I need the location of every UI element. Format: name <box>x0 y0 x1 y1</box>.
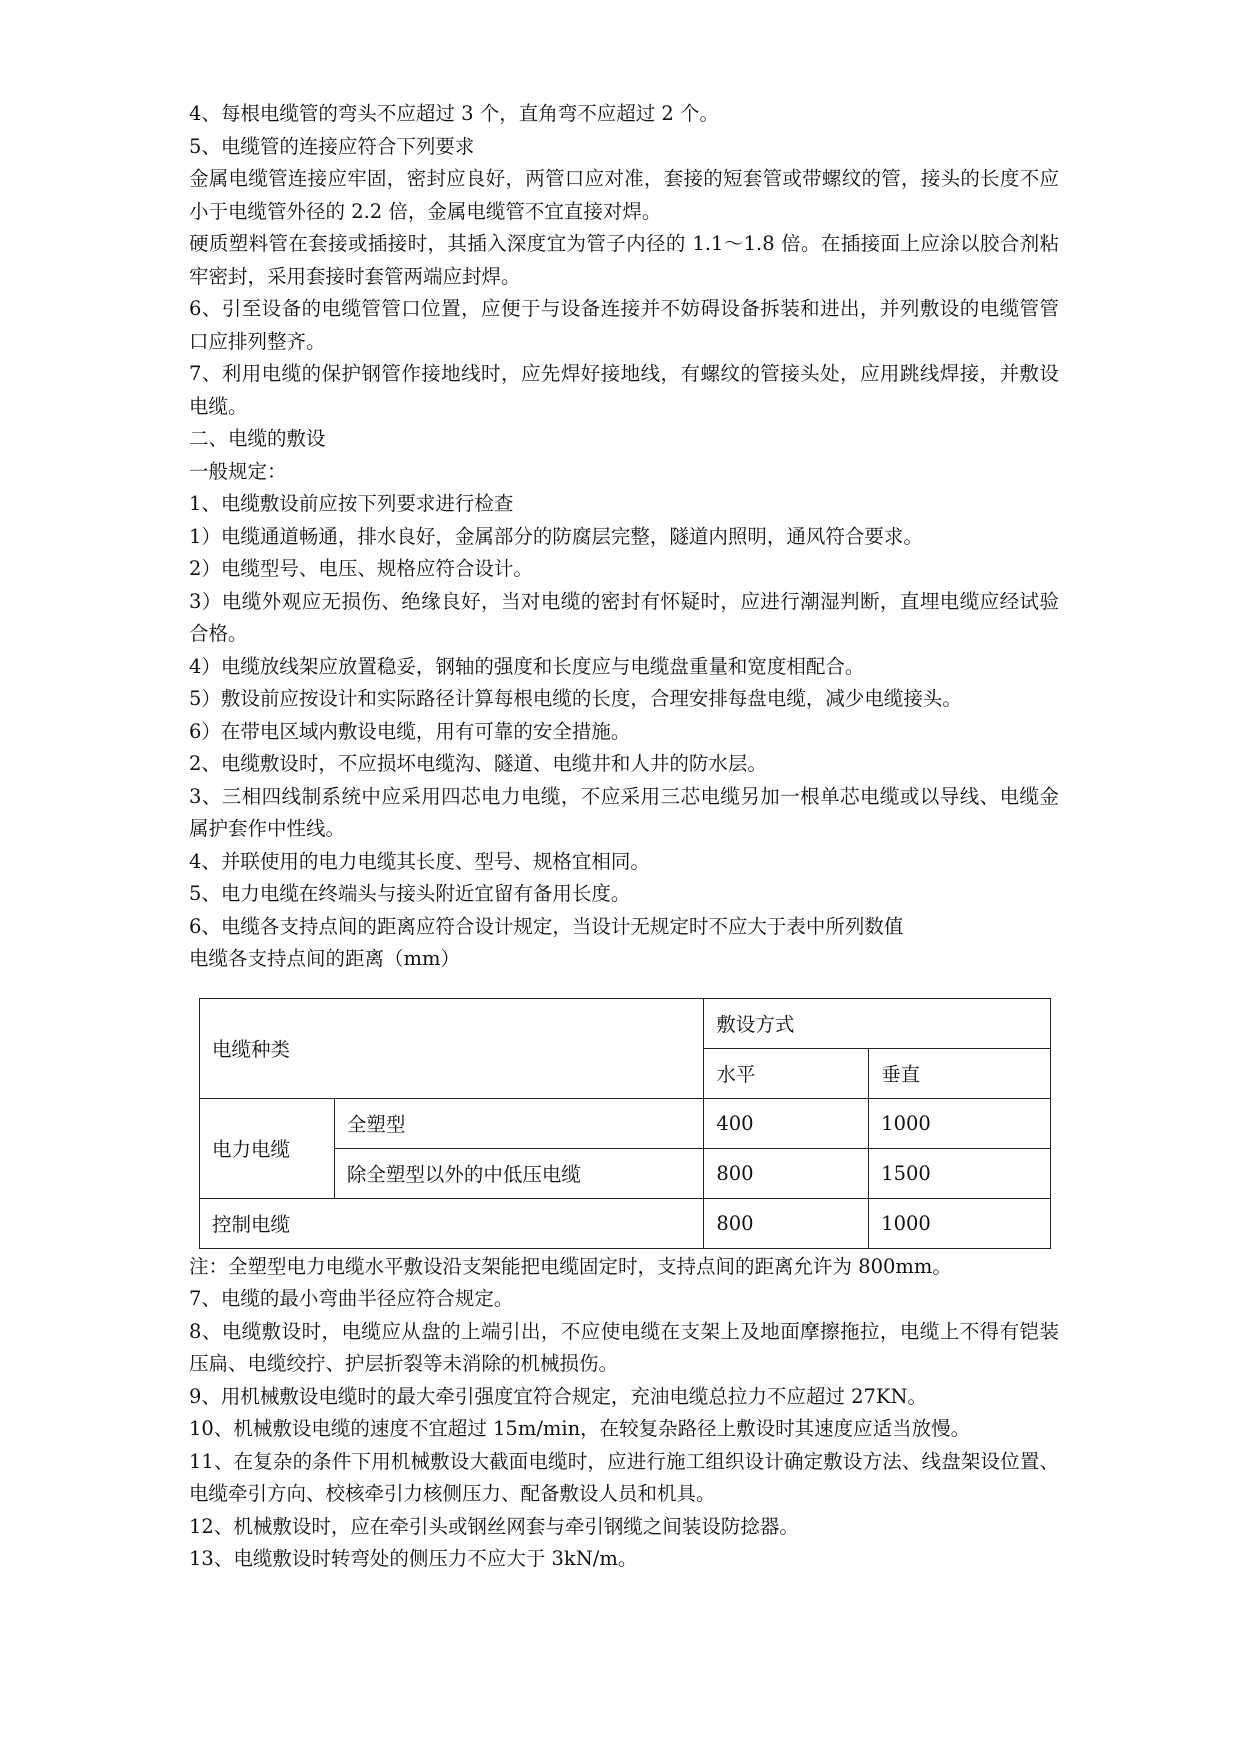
header-laying-method: 敷设方式 <box>704 998 1051 1048</box>
check-item: 2）电缆型号、电压、规格应符合设计。 <box>189 557 533 580</box>
header-cable-type: 电缆种类 <box>200 998 704 1098</box>
list-item: 8、电缆敷设时，电缆应从盘的上端引出，不应使电缆在支架上及地面摩擦拖拉，电缆上不得有铠装压扁、电缆绞拧、护层折裂等未消除的机械损伤。 <box>189 1319 1059 1375</box>
check-item: 1）电缆通道畅通，排水良好，金属部分的防腐层完整，隧道内照明，通风符合要求。 <box>189 524 923 548</box>
check-item: 4）电缆放线架应放置稳妥，钢轴的强度和长度应与电缆盘重量和宽度相配合。 <box>189 654 865 678</box>
list-item: 5、电力电缆在终端头与接头附近宜留有备用长度。 <box>189 882 631 905</box>
list-item: 13、电缆敷设时转弯处的侧压力不应大于 3kN/m。 <box>189 1547 638 1570</box>
cell-horizontal: 800 <box>704 1148 869 1198</box>
list-item: 4、并联使用的电力电缆其长度、型号、规格宜相同。 <box>189 849 650 873</box>
list-item: 3、三相四线制系统中应采用四芯电力电缆，不应采用三芯电缆另加一根单芯电缆或以导线、电缆金属护套作中性线。 <box>189 784 1059 840</box>
list-item: 7、电缆的最小弯曲半径应符合规定。 <box>189 1287 514 1310</box>
document-page <box>189 98 1059 1576</box>
cell-control-cable: 控制电缆 <box>200 1198 704 1248</box>
table-note: 注：全塑型电力电缆水平敷设沿支架能把电缆固定时，支持点间的距离允许为 800mm。 <box>189 1254 952 1278</box>
section-title: 二、电缆的敷设 <box>189 427 326 450</box>
paragraph: 6、引至设备的电缆管管口位置，应便于与设备连接并不妨碍设备拆装和进出，并列敷设的电缆管管口应排列整齐。 <box>189 297 1059 353</box>
list-item: 10、机械敷设电缆的速度不宜超过 15m/min，在较复杂路径上敷设时其速度应适当放慢。 <box>189 1417 971 1440</box>
cell-horizontal: 800 <box>704 1198 869 1248</box>
check-item: 3）电缆外观应无损伤、绝缘良好，当对电缆的密封有怀疑时，应进行潮湿判断，直埋电缆应经试验合格。 <box>189 589 1059 645</box>
table-row <box>200 998 1051 1048</box>
list-item: 11、在复杂的条件下用机械敷设大截面电缆时，应进行施工组织设计确定敷设方法、线盘架设位置、电缆牵引方向、校核牵引力核侧压力、配备敷设人员和机具。 <box>189 1449 1059 1505</box>
support-distance-table <box>199 998 1051 1249</box>
list-item: 9、用机械敷设电缆时的最大牵引强度宜符合规定，充油电缆总拉力不应超过 27KN。 <box>189 1384 928 1408</box>
cell-vertical: 1000 <box>869 1198 1051 1248</box>
cell-subtype: 除全塑型以外的中低压电缆 <box>334 1148 703 1198</box>
cell-vertical: 1000 <box>869 1098 1051 1148</box>
list-item: 5、电缆管的连接应符合下列要求 <box>189 134 475 158</box>
table-row <box>200 1198 1051 1248</box>
list-item: 6、电缆各支持点间的距离应符合设计规定，当设计无规定时不应大于表中所列数值 <box>189 914 904 938</box>
paragraph: 金属电缆管连接应牢固，密封应良好，两管口应对准，套接的短套管或带螺纹的管，接头的长度不应小于电缆管外径的 2.2 倍，金属电缆管不宜直接对焊。 <box>189 167 1059 223</box>
check-item: 6）在带电区域内敷设电缆，用有可靠的安全措施。 <box>189 719 631 743</box>
cell-horizontal: 400 <box>704 1098 869 1148</box>
cell-subtype: 全塑型 <box>334 1098 703 1148</box>
list-item: 4、每根电缆管的弯头不应超过 3 个，直角弯不应超过 2 个。 <box>189 102 720 125</box>
paragraph: 硬质塑料管在套接或插接时，其插入深度宜为管子内径的 1.1～1.8 倍。在插接面上应涂以胶合剂粘牢密封，采用套接时套管两端应封焊。 <box>189 232 1059 288</box>
general-label: 一般规定： <box>189 459 287 483</box>
header-horizontal: 水平 <box>704 1048 869 1098</box>
table-caption: 电缆各支持点间的距离（mm） <box>189 947 460 970</box>
header-vertical: 垂直 <box>869 1048 1051 1098</box>
check-item: 5）敷设前应按设计和实际路径计算每根电缆的长度，合理安排每盘电缆，减少电缆接头。 <box>189 687 962 710</box>
list-item: 12、机械敷设时，应在牵引头或钢丝网套与牵引钢缆之间装设防捻器。 <box>189 1514 799 1538</box>
table-row <box>200 1098 1051 1148</box>
paragraph: 7、利用电缆的保护钢管作接地线时，应先焊好接地线，有螺纹的管接头处，应用跳线焊接，并敷设电缆。 <box>189 362 1059 418</box>
list-item: 1、电缆敷设前应按下列要求进行检查 <box>189 492 514 515</box>
cell-power-cable: 电力电缆 <box>200 1098 335 1198</box>
cell-vertical: 1500 <box>869 1148 1051 1198</box>
list-item: 2、电缆敷设时，不应损坏电缆沟、隧道、电缆井和人井的防水层。 <box>189 752 767 775</box>
